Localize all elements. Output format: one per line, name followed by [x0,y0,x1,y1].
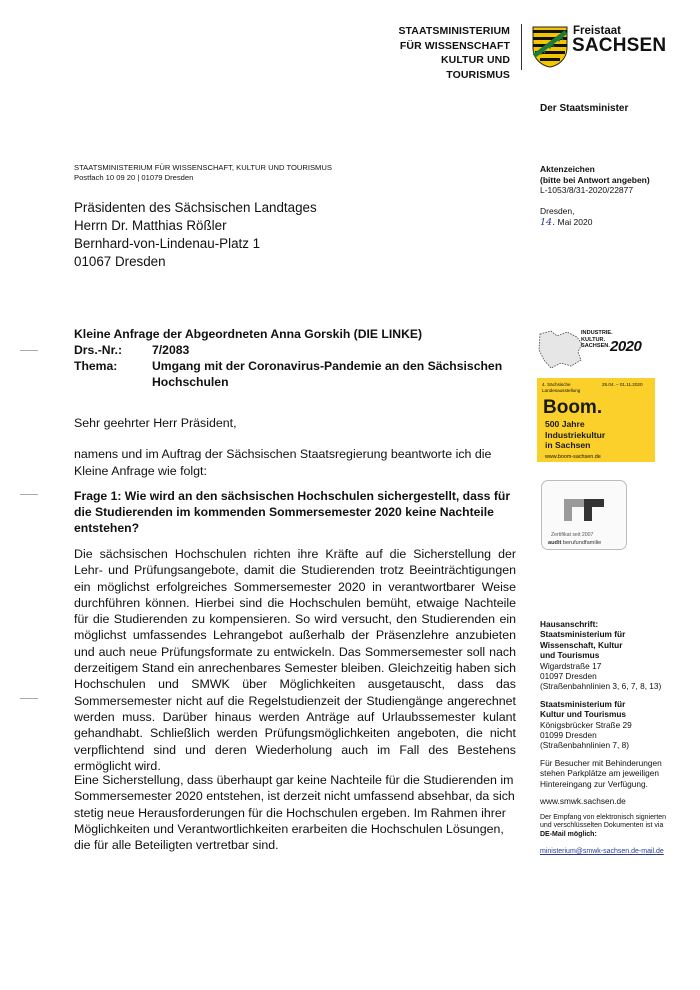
subject-topic: Umgang mit der Coronavirus-Pandemie an den Sächsischen Hochschulen [152,359,503,389]
audit-brand: audit berufundfamilie [548,540,602,546]
fold-mark [20,350,38,351]
boom-tagline: 500 Jahre Industriekultur in Sachsen [545,419,606,451]
sender-return-address: STAATSMINISTERIUM FÜR WISSENSCHAFT, KULTUR UND TOURISMUS Postfach 10 09 20 | 01079 Dresden [74,163,332,182]
document-number: 7/2083 [152,343,190,357]
freistaat-label: Freistaat [573,25,621,37]
answer-paragraph: Die sächsischen Hochschulen richten ihre Kräfte auf die Sicherstellung der Lehr- und Prüfungsangebote, damit die Studierenden trotz Beeinträchtigungen ein möglichst erfolgreiches Sommersemester 2020 in verantwortbarer Weise durchführen können. Hierbei sind die Hochschulen bemüht, etwaige Nachteile für die Studierenden zu kompensieren. So wird versucht, den Studierenden ein möglichst umfassendes Lehrangebot außerhalb der Präsenzlehre anzubieten und auch neue Prüfungsformate zu entwickeln. Das Sommersemester soll nach derzeitigem Stand ein anrechenbares Semester bleiben. Gleichzeitig haben sich Hochschulen und SMWK über Möglichkeiten ausgetauscht, dass das Sommersemester nicht auf die Regelstudienzeit der Studiengänge angerechnet werden muss. Darüber hinaus werden Anträge auf Urlaubssemester kulant gehandhabt. Schließlich werden Prüfungsmöglichkeiten angeboten, die nicht verpflichtend sind und deren Wiederholung auch im Fall des Bestehens ermöglicht wird. [74,547,516,773]
salutation: Sehr geehrter Herr Präsident, [74,416,237,430]
recipient-address: Präsidenten des Sächsischen Landtages Herrn Dr. Matthias Rößler Bernhard-von-Lindenau-Platz 1 01067 Dresden [74,200,317,269]
question-heading: Frage 1: Wie wird an den sächsischen Hochschulen sichergestellt, dass für die Studierenden im kommenden Sommersemester 2020 keine Nachteile entstehen? [74,489,511,535]
subject-title: Kleine Anfrage der Abgeordneten Anna Gorskih (DIE LINKE) [74,327,423,341]
industriekultur-logo: INDUSTRIE. KULTUR. SACHSEN. 2020 [537,328,659,372]
subject-block: Kleine Anfrage der Abgeordneten Anna Gorskih (DIE LINKE) Drs.-Nr.: 7/2083 Thema: Umgang mit der Coronavirus-Pandemie an den Sächsischen Hochschulen [74,326,519,390]
audit-mark-icon [542,485,626,531]
saxony-coat-of-arms-icon [532,26,568,68]
logo-year: 2020 [610,338,642,355]
fold-mark [20,698,38,699]
intro-paragraph: namens und im Auftrag der Sächsischen Staatsregierung beantworte ich die Kleine Anfrage wie folgt: [74,447,492,478]
audit-certificate-note: Zertifikat seit 2007 [551,532,594,538]
file-reference: Aktenzeichen (bitte bei Antwort angeben) L-1053/8/31-2020/22877 [540,164,650,196]
boom-url: www.boom-sachsen.de [545,454,601,460]
punch-mark [20,494,38,495]
boom-wordmark: Boom. [543,397,603,418]
sachsen-logo-text: SACHSEN [572,35,667,56]
answer-paragraph: Eine Sicherstellung, dass überhaupt gar keine Nachteile für die Studierenden im Sommersemester 2020 entstehen, ist derzeit nicht umfassend absehbar, da sich stetig neue Herausforderungen für die Hochschulen ergeben. Im Rahmen ihrer Möglichkeiten und Verantwortlichkeiten erarbeiten die Hochschulen Lösungen, die für alle Beteiligten vertretbar sind. [74,773,515,853]
letter-date: Dresden, 14. Mai 2020 [540,206,593,228]
header-divider [521,24,522,70]
website-link[interactable]: www.smwk.sachsen.de [540,796,626,807]
handwritten-day: 14. [540,216,556,228]
ministry-name: STAATSMINISTERIUM FÜR WISSENSCHAFT KULTUR UND TOURISMUS [398,25,510,81]
de-mail-link[interactable]: ministerium@smwk-sachsen.de-mail.de [540,847,664,855]
role-title: Der Staatsminister [540,103,629,114]
saxony-map-icon [537,328,585,370]
ministry-address-column: Hausanschrift: Staatsministerium für Wissenschaft, Kultur und Tourismus Wigardstraße 17 01097 Dresden (Straßenbahnlinien 3, 6, 7, 8, 13) Staatsministerium für Kultur und Tourismus Königsbrücker Straße 29 01099 Dresden (Straßenbahnlinien 7, 8) Für Besucher mit Behinderungen stehen Parkplätze am jeweiligen Hintereingang zur Verfügung. www.smwk.sachsen.de Der Empfang von elektronisch signierten und verschlüsselten Dokumenten ist via DE-Mail möglich: ministerium@smwk-sachsen.de-mail.de [540,619,666,857]
